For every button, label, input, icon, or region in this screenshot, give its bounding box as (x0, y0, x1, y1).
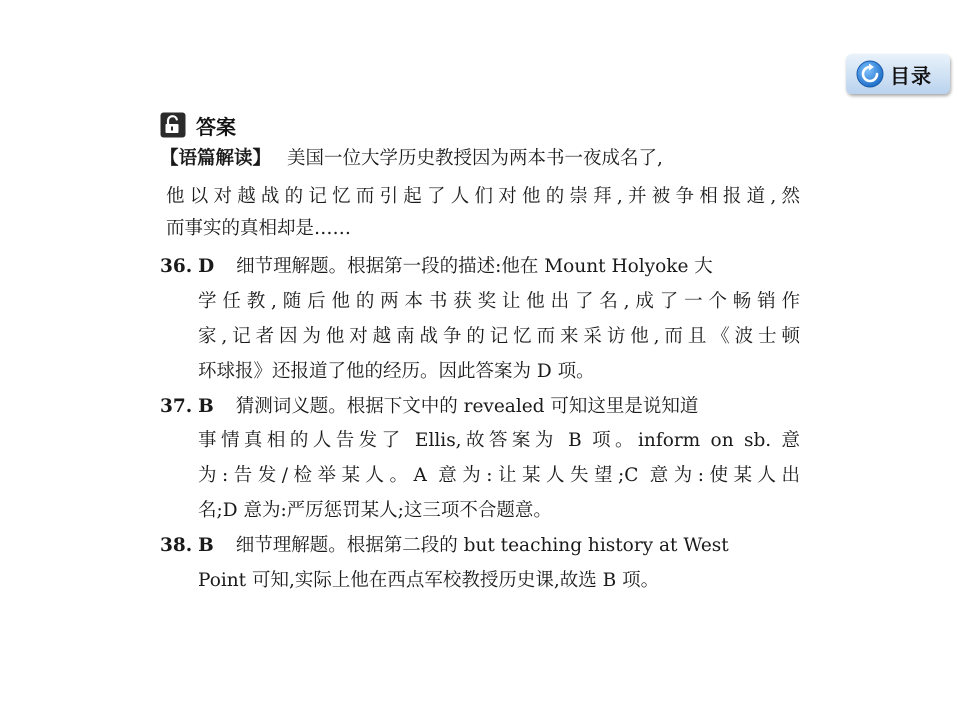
question-line: 猜测词义题。根据下文中的 revealed 可知这里是说知道 (235, 396, 699, 417)
question-line: 事情真相的人告发了 Ellis,故答案为 B 项。inform on sb. 意 (198, 430, 800, 451)
question-number: 37. (160, 396, 193, 417)
question-36-first-line (160, 252, 800, 282)
passage-line: 他以对越战的记忆而引起了人们对他的崇拜,并被争相报道,然 (166, 186, 800, 207)
passage-first-line (160, 144, 800, 174)
question-line: 为:告发/检举某人。A 意为:让某人失望;C 意为:使某人出 (198, 465, 800, 486)
passage-tag: 【语篇解读】 (160, 148, 272, 169)
passage-line: 而事实的真相却是…… (166, 218, 352, 239)
question-line: 细节理解题。根据第二段的 but teaching history at West (235, 535, 729, 556)
passage-line: 美国一位大学历史教授因为两本书一夜成名了, (287, 148, 663, 169)
question-37-first-line (160, 392, 800, 422)
question-line: 名;D 意为:严厉惩罚某人;这三项不合题意。 (198, 500, 552, 521)
toc-button[interactable] (846, 54, 950, 94)
question-line: Point 可知,实际上他在西点军校教授历史课,故选 B 项。 (198, 570, 660, 591)
question-number: 36. (160, 256, 193, 277)
answer-title: 答案 (196, 114, 236, 139)
question-line: 学任教,随后他的两本书获奖让他出了名,成了一个畅销作 (198, 291, 800, 312)
question-answer: D (198, 256, 215, 277)
question-answer: B (198, 535, 214, 556)
question-38-first-line (160, 531, 800, 561)
question-line: 环球报》还报道了他的经历。因此答案为 D 项。 (198, 361, 595, 382)
question-line: 细节理解题。根据第一段的描述:他在 Mount Holyoke 大 (236, 256, 713, 277)
question-number: 38. (160, 535, 193, 556)
answer-heading (160, 110, 236, 140)
toc-label: 目录 (890, 63, 932, 88)
refresh-arrow-icon (856, 60, 884, 88)
unlock-icon (160, 112, 186, 138)
question-answer: B (198, 396, 214, 417)
question-line: 家,记者因为他对越南战争的记忆而来采访他,而且《波士顿 (198, 326, 800, 347)
